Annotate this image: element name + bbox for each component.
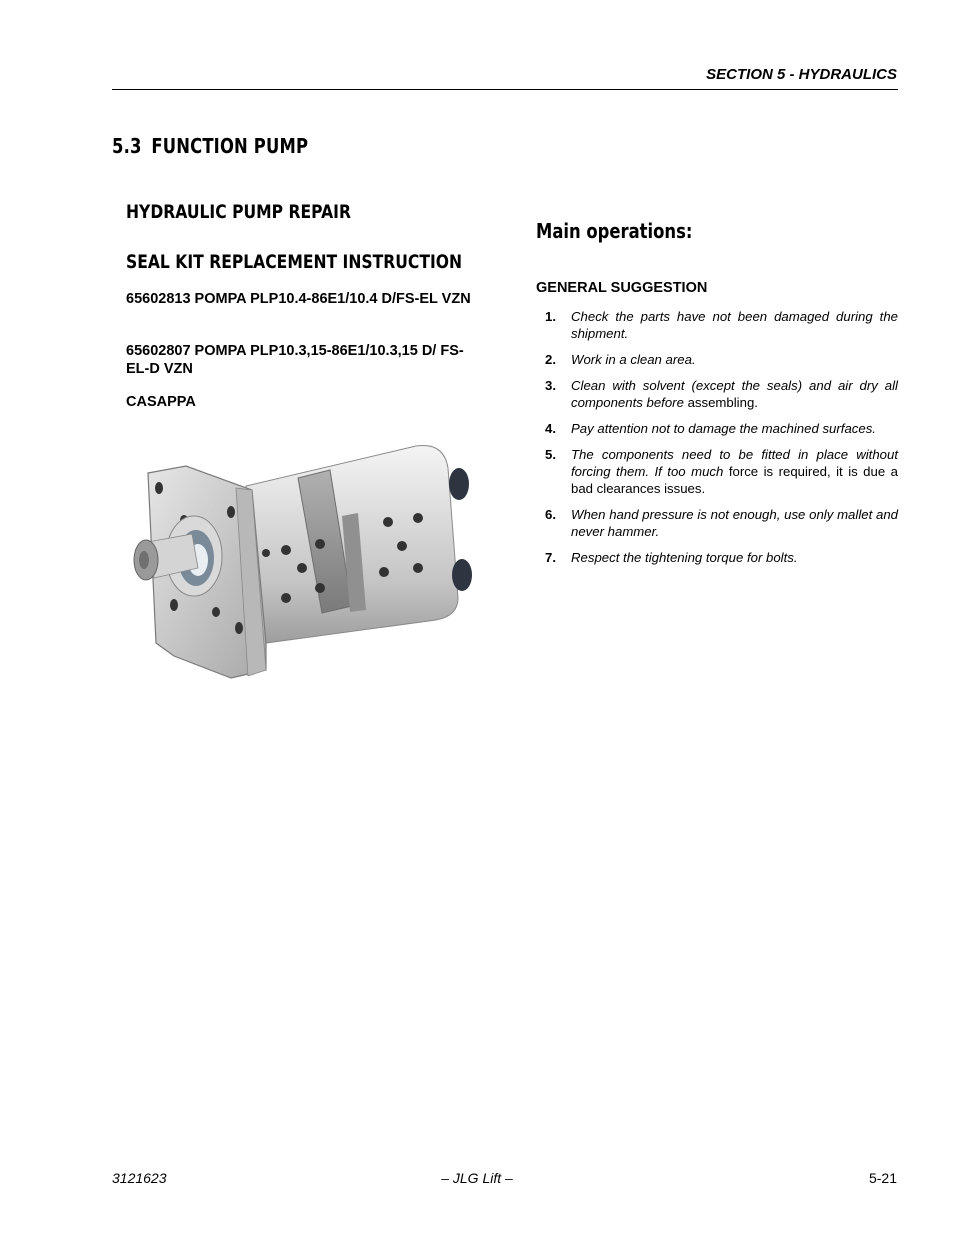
header-divider: [112, 89, 898, 90]
list-item: [536, 377, 898, 411]
step-text: Clean with solvent (except the seals) and air dry all components before: [571, 378, 898, 410]
step-number: 7.: [545, 550, 556, 565]
list-item: [536, 308, 898, 342]
step-number: 6.: [545, 507, 556, 522]
manufacturer-name: CASAPPA: [126, 394, 196, 410]
general-suggestion-heading: GENERAL SUGGESTION: [536, 280, 708, 296]
steps-list: [536, 308, 898, 575]
footer-doc-number: 3121623: [112, 1170, 167, 1186]
list-item: [536, 446, 898, 497]
step-number: 1.: [545, 309, 556, 324]
step-text: The components need to be fitted in place without forcing them. If too much: [571, 447, 898, 479]
pump-illustration: [126, 438, 476, 683]
section-number: 5.3: [112, 134, 142, 158]
list-item: [536, 549, 898, 566]
list-item: [536, 506, 898, 540]
footer-page-number: 5-21: [868, 1170, 897, 1186]
list-item: [536, 351, 898, 368]
step-text: Pay attention not to damage the machined surfaces.: [571, 421, 876, 436]
seal-kit-heading: SEAL KIT REPLACEMENT INSTRUCTION: [126, 251, 463, 273]
step-text: Check the parts have not been damaged during the shipment.: [571, 309, 898, 341]
step-text: Work in a clean area.: [571, 352, 696, 367]
step-number: 2.: [545, 352, 556, 367]
part-number-1: 65602813 POMPA PLP10.4-86E1/10.4 D/FS-EL VZN: [126, 291, 471, 307]
list-item: [536, 420, 898, 437]
footer-publisher: – JLG Lift –: [441, 1170, 513, 1186]
step-text: When hand pressure is not enough, use only mallet and never hammer.: [571, 507, 898, 539]
section-title: FUNCTION PUMP: [151, 134, 309, 158]
step-number: 3.: [545, 378, 556, 393]
step-text: Respect the tightening torque for bolts.: [571, 550, 798, 565]
main-operations-heading: Main operations:: [536, 219, 693, 243]
step-text-normal: assembling.: [683, 395, 758, 410]
part-number-2: 65602807 POMPA PLP10.3,15-86E1/10.3,15 D/ FS-EL-D VZN: [126, 343, 464, 377]
step-text-normal: force is required, it is due a bad clearances issues.: [571, 464, 898, 496]
section-heading: [112, 134, 308, 158]
step-number: 4.: [545, 421, 556, 436]
hydraulic-pump-repair-heading: HYDRAULIC PUMP REPAIR: [126, 201, 351, 223]
header-section-title: SECTION 5 - HYDRAULICS: [706, 66, 897, 83]
step-number: 5.: [545, 447, 556, 462]
